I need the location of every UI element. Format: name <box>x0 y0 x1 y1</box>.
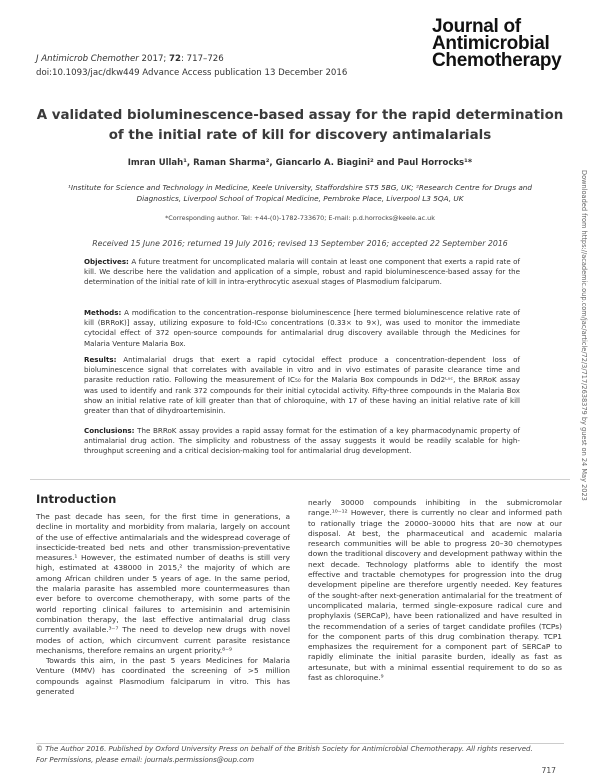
logo-line-2: Antimicrobial <box>432 33 550 54</box>
conclusions-text: The BRRoK assay provides a rapid assay format for the estimation of a key pharmacodynamic property of antimalarial drug action. The simplicity and robustness of the assay suggests it would be readily scalable for high-throughput screening and a critical decision-making tool for antimalarial drug development. <box>84 426 520 456</box>
citation-line <box>36 52 347 66</box>
abstract-conclusions <box>84 426 520 457</box>
download-sidebar <box>580 170 594 610</box>
methods-text: A modification to the concentration–response bioluminescence [here termed bioluminescence relative rate of kill (BRRoK)] assay, utilizing exposure to fold-IC₅₀ concentrations (0.33× to 9×), was used to monitor the immediate cytocidal effect of 372 open-source compounds for antimalarial drug discovery available through the Medicines for Malaria Venture Malaria Box. <box>84 308 520 348</box>
introduction-heading: Introduction <box>36 492 117 506</box>
intro-left-column <box>36 512 290 697</box>
objectives-text: A future treatment for uncomplicated malaria will contain at least one component that exerts a rapid rate of kill. We describe here the validation and application of a simple, robust and rapid bioluminescence-based assay for the determination of the initial rate of kill in intra-erythrocytic asexual stages of Plasmodium falciparum. <box>84 257 520 287</box>
article-title: A validated bioluminescence-based assay for the rapid determination of the initial rate of kill for discovery antimalarials <box>36 108 564 143</box>
intro-right-column <box>308 498 562 683</box>
download-note: Downloaded from https://academic.oup.com/jac/article/72/3/717/2638379 by guest on 24 May 2023 <box>580 170 588 501</box>
doi-line: doi:10.1093/jac/dkw449 Advance Access publication 13 December 2016 <box>36 68 348 78</box>
journal-abbrev: J Antimicrob Chemother <box>36 54 139 64</box>
volume: 72 <box>169 54 182 64</box>
permissions-line: For Permissions, please email: journals.permissions@oup.com <box>36 755 255 764</box>
received-dates: Received 15 June 2016; returned 19 July 2016; revised 13 September 2016; accepted 22 September 2016 <box>92 239 508 248</box>
objectives-label: Objectives: <box>84 257 129 266</box>
logo-line-3: Chemotherapy <box>432 50 562 71</box>
logo-line-1: Journal of <box>432 16 521 37</box>
citation-block <box>36 52 347 80</box>
abstract-results <box>84 355 520 416</box>
pages: : 717–726 <box>181 54 224 64</box>
affiliations: ¹Institute for Science and Technology in Medicine, Keele University, Staffordshire ST5 5BG, UK; ²Research Centre for Drugs and Diagnostics, Liverpool School of Tropical Medicine, Pembroke Place, Liverpool L3 5QA, UK <box>67 183 533 203</box>
methods-label: Methods: <box>84 308 122 317</box>
copyright-line: © The Author 2016. Published by Oxford University Press on behalf of the British Society for Antimicrobial Chemotherapy. All rights reserved. <box>36 745 533 753</box>
results-text: Antimalarial drugs that exert a rapid cytocidal effect produce a concentration-dependent loss of bioluminescence signal that correlates with available in vitro and in vivo estimates of parasite clearance time and parasite reduction ratio. Following the measurement of IC₅₀ for the Malaria Box compounds in Dd2ᴸᵘᶜ, the BRRoK assay was used to identify and rank 372 compounds for their initial cytocidal activity. Fifty-three compounds in the Malaria Box show an initial relative rate of kill greater than that of chloroquine, with 17 of these having an initial relative rate of kill greater than that of dihydroartemisinin. <box>84 355 520 416</box>
results-label: Results: <box>84 355 117 364</box>
journal-logo <box>432 18 582 69</box>
corresponding-author: *Corresponding author. Tel: +44-(0)-1782-733670; E-mail: p.d.horrocks@keele.ac.uk <box>165 214 435 222</box>
abstract-objectives <box>84 257 520 288</box>
copyright-footer <box>36 744 576 765</box>
intro-paragraph-3: nearly 30000 compounds inhibiting in the submicromolar range.¹⁰⁻¹² However, there is currently no clear and informed path to rationally triage the 20000–30000 hits that are now at our disposal. At best, the pharmaceutical and academic malaria research communities will be able to progress 20–30 chemotypes down the traditional discovery and development pathway within the next decade. Technology platforms able to identify the most effective and tractable chemotypes for progression into the drug development pipeline are therefore urgently needed. Key features of the sought-after next-generation antimalarial for the treatment of uncomplicated malaria, termed single-exposure radical cure and prophylaxis (SERCaP), have been rationalized and have resulted in the recommendation of a series of target candidate profiles (TCPs) for the component parts of this drug combination therapy. TCP1 emphasizes the requirement for a component part of SERCaP to rapidly eliminate the initial parasite burden, ideally as fast as artesunate, but with a minimal essential requirement to do so as fast as chloroquine.⁹ <box>308 498 562 683</box>
section-divider <box>30 479 570 480</box>
page-number: 717 <box>541 766 556 775</box>
intro-paragraph-1: The past decade has seen, for the first time in generations, a decline in mortality and morbidity from malaria, largely on account of the use of effective antimalarials and the widespread coverage of insecticide-treated bed nets and other transmission-preventative measures.¹ However, the estimated number of deaths is still very high, estimated at 438000 in 2015,² the majority of which are among African children under 5 years of age. In the same period, the malaria parasite has assembled more countermeasures than ever before to overcome chemotherapy, with some parts of the world reporting clinical failures to artemisinin and artemisinin combination therapy, the last effective antimalarial drug class currently available.³⁻⁷ The need to develop new drugs with novel modes of action, which circumvent current parasite resistance mechanisms, therefore remains an urgent priority.⁸⁻⁹ <box>36 512 290 655</box>
conclusions-label: Conclusions: <box>84 426 135 435</box>
intro-paragraph-2: Towards this aim, in the past 5 years Medicines for Malaria Venture (MMV) has coordinated the screening of >5 million compounds against Plasmodium falciparum in vitro. This has generated <box>36 656 290 697</box>
abstract-methods <box>84 308 520 349</box>
author-list: Imran Ullah¹, Raman Sharma², Giancarlo A. Biagini² and Paul Horrocks¹* <box>127 158 473 168</box>
year: 2017; <box>141 54 170 64</box>
